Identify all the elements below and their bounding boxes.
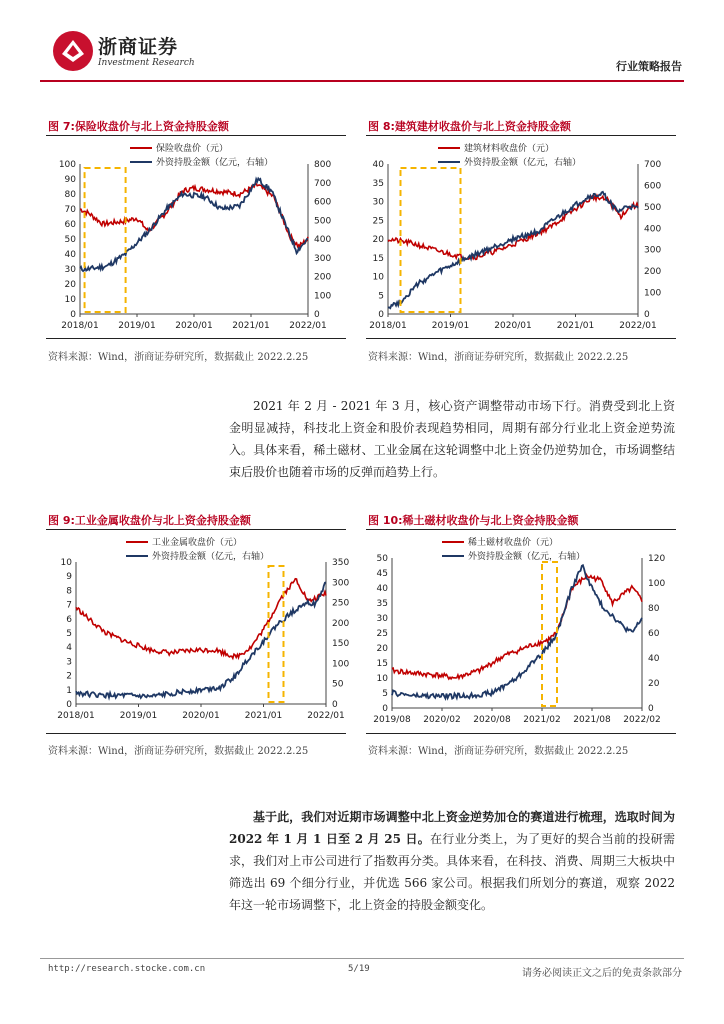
- left-tick-label: 0: [382, 704, 388, 714]
- right-tick-label: 400: [314, 235, 332, 245]
- x-tick-label: 2021/01: [232, 321, 270, 331]
- left-tick-label: 50: [376, 554, 388, 564]
- figure-9-rule-bottom: [46, 733, 346, 734]
- right-tick-label: 250: [332, 598, 350, 609]
- figure-8-chart: [362, 138, 682, 334]
- left-tick-label: 15: [376, 659, 388, 669]
- right-tick-label: 200: [332, 618, 350, 629]
- figure-9-chart: [40, 532, 352, 728]
- left-tick-label: 40: [372, 160, 384, 170]
- x-tick-label: 2020/02: [423, 715, 461, 725]
- figure-10-title: 图 10:稀土磁材收盘价与北上资金持股金额: [368, 514, 579, 527]
- right-tick-label: 500: [644, 202, 662, 213]
- left-tick-label: 2: [66, 671, 72, 682]
- logo-icon: [50, 28, 96, 74]
- x-tick-label: 2021/01: [556, 321, 595, 331]
- legend-foreign-label: 外资持股金额（亿元，右轴）: [152, 552, 270, 562]
- left-tick-label: 20: [64, 280, 76, 290]
- footer-url[interactable]: http://research.stocke.com.cn: [48, 964, 206, 974]
- figure-8-rule: [366, 135, 676, 136]
- highlight-box: [401, 168, 461, 312]
- right-tick-label: 50: [332, 679, 344, 690]
- footer-divider: [40, 958, 684, 959]
- left-tick-label: 35: [376, 599, 388, 609]
- right-tick-label: 400: [644, 224, 662, 235]
- left-tick-label: 40: [376, 584, 388, 594]
- legend-price-label: 保险收盘价（元）: [156, 144, 229, 154]
- x-tick-label: 2021/08: [573, 715, 611, 725]
- left-tick-label: 9: [66, 572, 72, 583]
- left-tick-label: 60: [64, 220, 76, 230]
- paragraph-1: [229, 395, 675, 483]
- left-tick-label: 20: [376, 644, 388, 654]
- left-tick-label: 50: [64, 235, 76, 245]
- right-tick-label: 60: [648, 629, 660, 639]
- right-tick-label: 100: [332, 659, 350, 670]
- left-tick-label: 4: [66, 643, 72, 654]
- left-tick-label: 6: [66, 614, 72, 625]
- figure-10-rule-bottom: [366, 733, 676, 734]
- left-tick-label: 10: [64, 295, 76, 305]
- left-tick-label: 35: [372, 178, 384, 189]
- report-type: 行业策略报告: [616, 60, 682, 73]
- left-tick-label: 5: [382, 689, 388, 699]
- left-tick-label: 0: [378, 310, 384, 320]
- right-tick-label: 20: [648, 679, 660, 689]
- right-tick-label: 500: [314, 216, 332, 227]
- left-tick-label: 0: [70, 310, 76, 320]
- right-tick-label: 800: [314, 160, 332, 170]
- figure-7-chart: [40, 138, 352, 334]
- right-tick-label: 100: [314, 291, 332, 302]
- x-tick-label: 2020/08: [473, 715, 511, 725]
- left-tick-label: 0: [66, 700, 72, 710]
- left-tick-label: 8: [66, 586, 72, 597]
- x-tick-label: 2022/02: [623, 715, 661, 725]
- foreign-holding-series-line: [392, 565, 642, 698]
- figure-7-rule-bottom: [46, 338, 346, 339]
- x-tick-label: 2020/01: [182, 711, 220, 721]
- highlight-box: [85, 168, 126, 312]
- left-tick-label: 20: [372, 235, 384, 245]
- right-tick-label: 0: [648, 704, 654, 714]
- x-tick-label: 2018/01: [61, 321, 99, 331]
- footer-disclaimer: 请务必阅读正文之后的免责条款部分: [522, 968, 682, 979]
- price-series-line: [388, 196, 638, 260]
- right-tick-label: 700: [314, 178, 332, 189]
- paragraph-1-text: 2021 年 2 月 - 2021 年 3 月，核心资产调整带动市场下行。消费受到北上资金明显减持，科技北上资金和股价表现趋势相同，周期有部分行业北上资金逆势流入。具体来看，稀土磁材、工业金属在这轮调整中北上资金仍逆势加仓，市场调整结束后股价也随着市场的反弹而趋势上行。: [229, 399, 675, 479]
- foreign-holding-series-line: [388, 192, 638, 308]
- figure-8-rule-bottom: [366, 338, 676, 339]
- legend-price-label: 工业金属收盘价（元）: [152, 538, 243, 548]
- left-tick-label: 10: [376, 674, 388, 684]
- x-tick-label: 2020/01: [494, 321, 532, 331]
- right-tick-label: 0: [314, 310, 320, 320]
- right-tick-label: 120: [648, 554, 666, 564]
- right-tick-label: 100: [648, 579, 666, 589]
- figure-9-title: 图 9:工业金属收盘价与北上资金持股金额: [48, 514, 251, 527]
- left-tick-label: 30: [372, 197, 384, 208]
- left-tick-label: 10: [372, 272, 384, 283]
- figure-9-source: 资料来源：Wind，浙商证券研究所，数据截止 2022.2.25: [48, 746, 309, 757]
- x-tick-label: 2018/01: [369, 321, 407, 331]
- x-tick-label: 2019/01: [431, 321, 470, 331]
- x-tick-label: 2019/01: [118, 321, 156, 331]
- x-tick-label: 2022/01: [307, 711, 345, 721]
- x-tick-label: 2022/01: [619, 321, 657, 331]
- legend-foreign-label: 外资持股金额（亿元，右轴）: [468, 552, 586, 562]
- left-tick-label: 5: [66, 629, 72, 639]
- x-tick-label: 2018/01: [57, 711, 95, 721]
- right-tick-label: 300: [332, 578, 350, 589]
- x-tick-label: 2019/01: [119, 711, 158, 721]
- x-tick-label: 2022/01: [289, 321, 327, 331]
- legend-foreign-label: 外资持股金额（亿元，右轴）: [156, 158, 274, 168]
- paragraph-2-bold: 基于此，我们对近期市场调整中北上资金逆势加仓的赛道进行梳理，选取时间为 2022 年 1 月 1 日至 2 月 25 日。: [229, 810, 675, 846]
- left-tick-label: 30: [376, 614, 388, 624]
- left-tick-label: 40: [64, 250, 76, 260]
- figure-7-source: 资料来源：Wind，浙商证券研究所，数据截止 2022.2.25: [48, 352, 309, 363]
- left-tick-label: 7: [66, 600, 72, 611]
- price-series-line: [392, 575, 642, 680]
- logo-text: 浙商证券: [98, 36, 179, 58]
- left-tick-label: 3: [66, 657, 72, 668]
- paragraph-2-text: 在行业分类上，为了更好的契合当前的投研需求，我们对上市公司进行了指数再分类。具体来看，在科技、消费、周期三大板块中筛选出 69 个细分行业，并优选 566 家公司。根据我们所划分的赛道，观察 2022 年这一轮市场调整下，北上资金的持股金额变化。: [229, 832, 675, 912]
- right-tick-label: 350: [332, 558, 350, 568]
- right-tick-label: 0: [332, 700, 338, 710]
- figure-10-rule: [366, 529, 676, 530]
- figure-10-chart: [362, 532, 682, 728]
- legend-price-label: 稀土磁材收盘价（元）: [468, 538, 559, 548]
- right-tick-label: 600: [314, 197, 332, 208]
- left-tick-label: 25: [372, 216, 384, 227]
- right-tick-label: 300: [644, 245, 662, 256]
- x-tick-label: 2019/08: [373, 715, 411, 725]
- left-tick-label: 10: [60, 558, 72, 568]
- figure-10-source: 资料来源：Wind，浙商证券研究所，数据截止 2022.2.25: [368, 746, 629, 757]
- legend-foreign-label: 外资持股金额（亿元，右轴）: [464, 158, 582, 168]
- logo-subtitle: Investment Research: [98, 58, 195, 68]
- left-tick-label: 100: [58, 160, 76, 170]
- left-tick-label: 5: [378, 291, 384, 302]
- paragraph-2: [229, 806, 675, 916]
- x-tick-label: 2021/01: [244, 711, 283, 721]
- figure-8-source: 资料来源：Wind，浙商证券研究所，数据截止 2022.2.25: [368, 352, 629, 363]
- x-tick-label: 2021/02: [523, 715, 561, 725]
- right-tick-label: 200: [314, 272, 332, 283]
- legend-price-label: 建筑材料收盘价（元）: [464, 144, 555, 154]
- right-tick-label: 700: [644, 160, 662, 170]
- figure-7-title: 图 7:保险收盘价与北上资金持股金额: [48, 120, 229, 133]
- right-tick-label: 200: [644, 267, 662, 278]
- figure-8-title: 图 8:建筑建材收盘价与北上资金持股金额: [368, 120, 571, 133]
- right-tick-label: 300: [314, 253, 332, 264]
- right-tick-label: 80: [648, 604, 660, 614]
- left-tick-label: 90: [64, 175, 76, 185]
- left-tick-label: 45: [376, 569, 388, 579]
- figure-9-rule: [46, 529, 346, 530]
- foreign-holding-series-line: [80, 179, 308, 272]
- right-tick-label: 150: [332, 639, 350, 650]
- right-tick-label: 40: [648, 654, 660, 664]
- header-divider: [40, 80, 684, 82]
- right-tick-label: 600: [644, 181, 662, 192]
- page-number: 5/19: [348, 964, 370, 974]
- price-series-line: [76, 579, 326, 659]
- left-tick-label: 25: [376, 629, 388, 639]
- left-tick-label: 80: [64, 190, 76, 200]
- left-tick-label: 70: [64, 205, 76, 215]
- x-tick-label: 2020/01: [175, 321, 213, 331]
- foreign-holding-series-line: [76, 582, 326, 698]
- figure-7-rule: [46, 135, 346, 136]
- left-tick-label: 30: [64, 265, 76, 275]
- right-tick-label: 100: [644, 288, 662, 299]
- left-tick-label: 1: [66, 685, 72, 696]
- right-tick-label: 0: [644, 310, 650, 320]
- left-tick-label: 15: [372, 253, 384, 264]
